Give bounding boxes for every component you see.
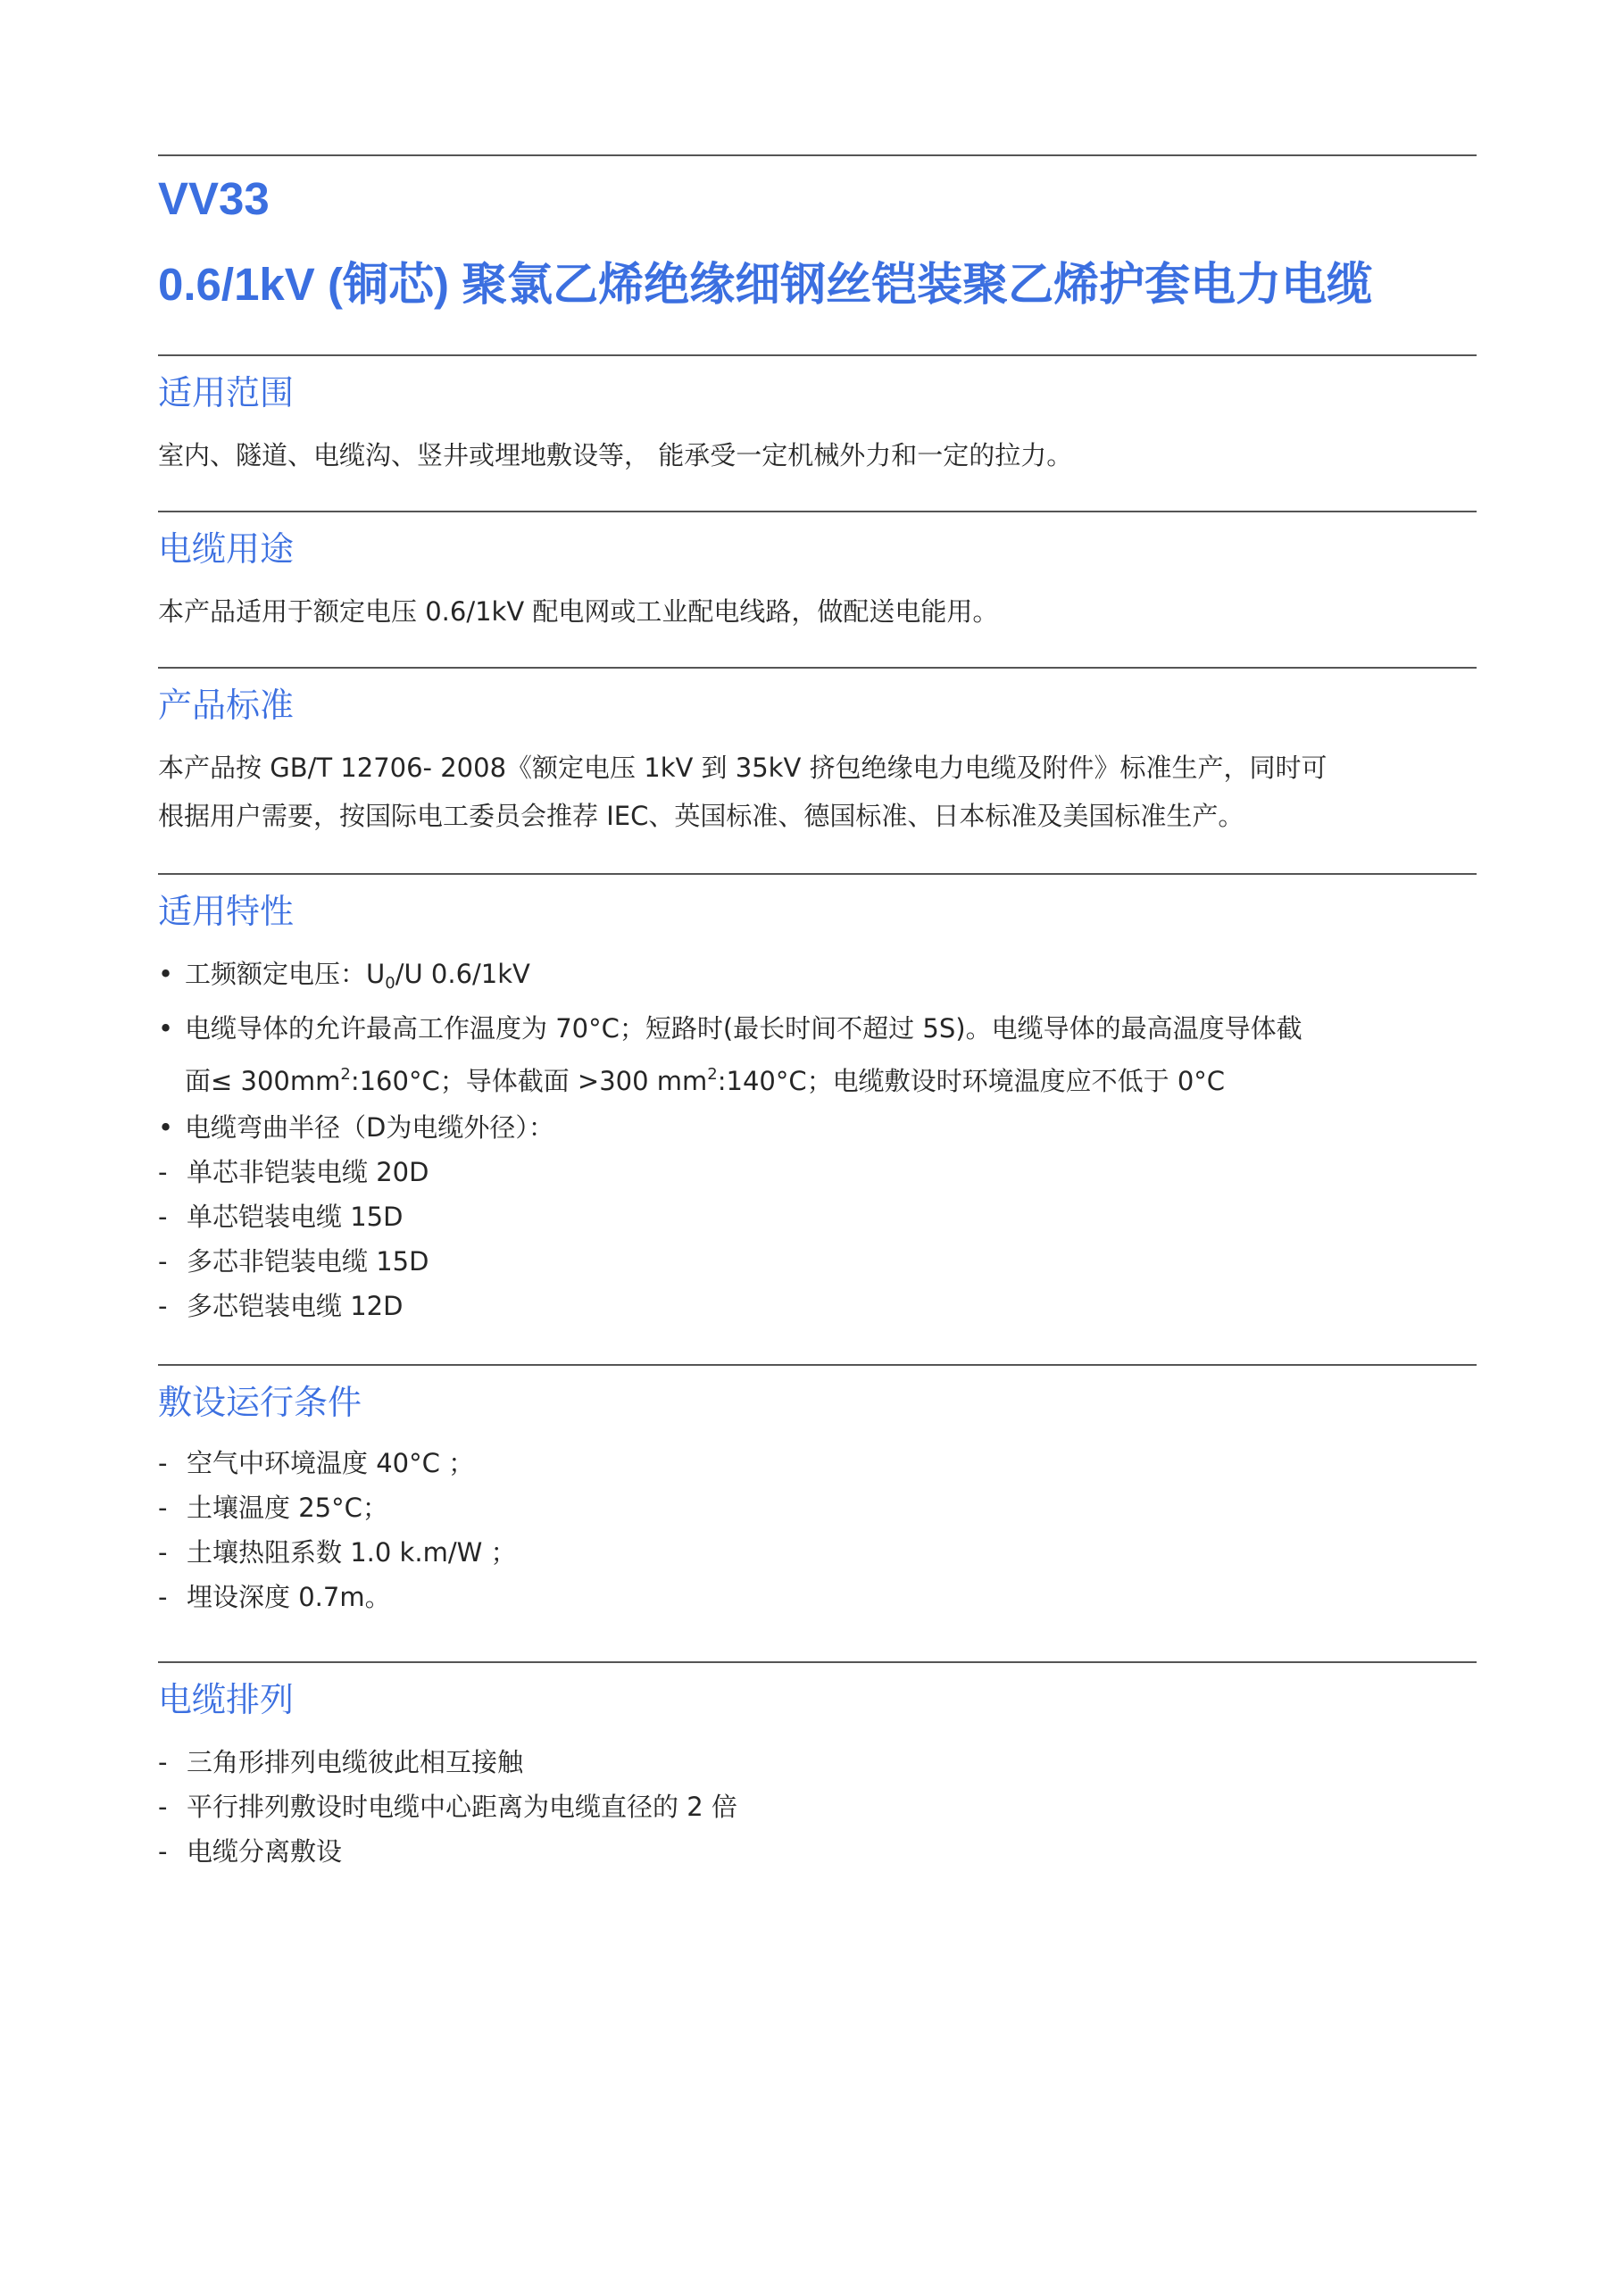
list-item	[158, 1575, 1477, 1619]
standard-text	[158, 744, 1477, 840]
voltage-label: 工频额定电压：U	[185, 959, 386, 989]
arrangement-list	[158, 1740, 1477, 1874]
dash-mark: -	[158, 1246, 168, 1277]
list-item	[158, 1784, 1477, 1829]
dash-mark: -	[158, 1537, 168, 1568]
usage-text: 本产品适用于额定电压 0.6/1kV 配电网或工业配电线路，做配送电能用。	[158, 596, 999, 627]
temp-part: :140°C；电缆敷设时环境温度应不低于 0°C	[717, 1066, 1226, 1096]
divider	[158, 154, 1477, 156]
voltage-value: /U 0.6/1kV	[395, 959, 530, 989]
section-title-arrangement: 电缆排列	[158, 1680, 295, 1719]
dash-mark: -	[158, 1202, 168, 1232]
voltage-text	[158, 952, 530, 1006]
standard-line: 本产品按 GB/T 12706- 2008《额定电压 1kV 到 35kV 挤包绝缘电力电缆及附件》标准生产，同时可	[158, 753, 1328, 783]
bullet-mark: •	[158, 1013, 174, 1044]
superscript: 2	[707, 1065, 718, 1084]
dash-mark: -	[158, 1291, 168, 1321]
temperature-text: 电缆导体的允许最高工作温度为 70°C；短路时(最长时间不超过 5S)。电缆导体的最高温度导体截	[185, 1013, 1303, 1044]
condition-item: 空气中环境温度 40°C ；	[187, 1448, 475, 1478]
arrangement-item: 三角形排列电缆彼此相互接触	[187, 1747, 524, 1777]
dash-mark: -	[158, 1157, 168, 1187]
dash-mark: -	[158, 1493, 168, 1523]
bend-radius-item: 单芯铠装电缆 15D	[187, 1202, 404, 1232]
conditions-list	[158, 1441, 1477, 1619]
section-title-usage: 电缆用途	[158, 529, 295, 569]
section-title-scope: 适用范围	[158, 373, 295, 412]
arrangement-item: 平行排列敷设时电缆中心距离为电缆直径的 2 倍	[187, 1792, 737, 1822]
divider	[158, 1364, 1477, 1366]
product-name: 0.6/1kV (铜芯) 聚氯乙烯绝缘细钢丝铠装聚乙烯护套电力电缆	[158, 259, 1373, 310]
list-item	[158, 1239, 1477, 1284]
list-item	[158, 1105, 1477, 1150]
list-item	[158, 1006, 1477, 1051]
dash-mark: -	[158, 1792, 168, 1822]
dash-mark: -	[158, 1448, 168, 1478]
dash-mark: -	[158, 1747, 168, 1777]
divider	[158, 511, 1477, 512]
list-item	[158, 1194, 1477, 1239]
section-title-features: 适用特性	[158, 892, 295, 931]
list-item-continuation	[158, 1051, 1477, 1105]
divider	[158, 354, 1477, 356]
dash-mark: -	[158, 1582, 168, 1612]
list-item	[158, 952, 1477, 1006]
bend-radius-label: 电缆弯曲半径（D为电缆外径）：	[185, 1112, 554, 1143]
features-list	[158, 952, 1477, 1328]
superscript: 2	[340, 1065, 351, 1084]
list-item	[158, 1150, 1477, 1194]
standard-line: 根据用户需要，按国际电工委员会推荐 IEC、英国标准、德国标准、日本标准及美国标准生产。	[158, 801, 1244, 831]
list-item	[158, 1530, 1477, 1575]
condition-item: 土壤温度 25°C；	[187, 1493, 388, 1523]
bend-radius-item: 多芯铠装电缆 12D	[187, 1291, 404, 1321]
datasheet-page	[158, 0, 1477, 1874]
temp-part: 面≤ 300mm	[185, 1066, 341, 1096]
list-item	[158, 1485, 1477, 1530]
section-title-conditions: 敷设运行条件	[158, 1383, 362, 1422]
list-item	[158, 1441, 1477, 1485]
condition-item: 土壤热阻系数 1.0 k.m/W ；	[187, 1537, 517, 1568]
divider	[158, 667, 1477, 669]
bend-radius-item: 多芯非铠装电缆 15D	[187, 1246, 429, 1277]
bullet-mark: •	[158, 959, 174, 989]
voltage-subscript: 0	[385, 974, 395, 993]
divider	[158, 1661, 1477, 1663]
bend-radius-item: 单芯非铠装电缆 20D	[187, 1157, 429, 1187]
list-item	[158, 1740, 1477, 1784]
dash-mark: -	[158, 1836, 168, 1867]
scope-text: 室内、隧道、电缆沟、竖井或埋地敷设等， 能承受一定机械外力和一定的拉力。	[158, 440, 1073, 470]
condition-item: 埋设深度 0.7m。	[187, 1582, 391, 1612]
list-item	[158, 1284, 1477, 1328]
section-title-standard: 产品标准	[158, 686, 295, 725]
divider	[158, 873, 1477, 875]
bullet-mark: •	[158, 1112, 174, 1143]
product-model: VV33	[158, 173, 270, 224]
temp-part: :160°C；导体截面 >300 mm	[350, 1066, 708, 1096]
list-item	[158, 1829, 1477, 1874]
arrangement-item: 电缆分离敷设	[187, 1836, 343, 1867]
